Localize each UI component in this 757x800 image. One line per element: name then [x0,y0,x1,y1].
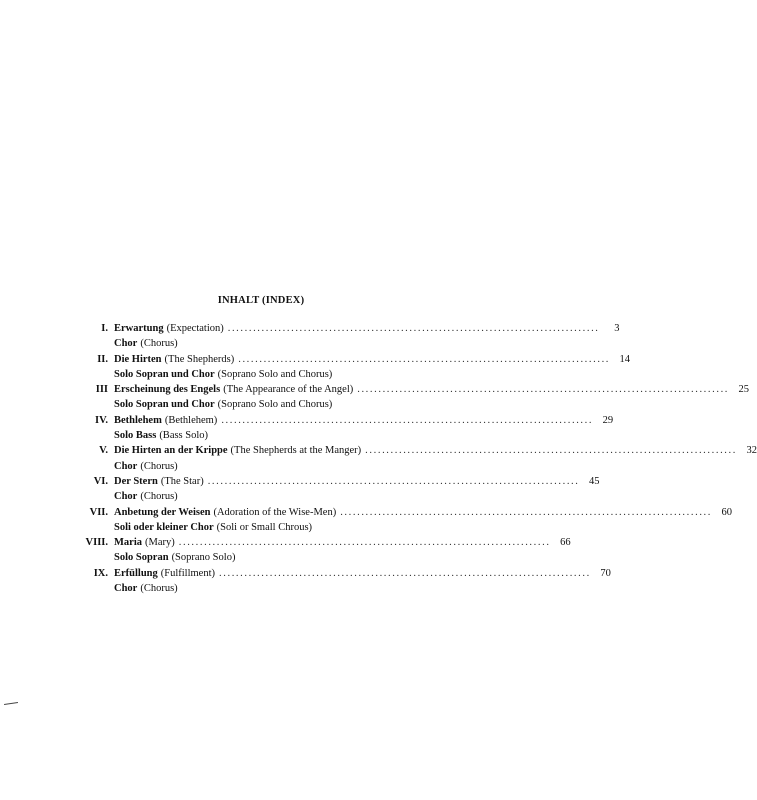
entry-voicing-english: (Soprano Solo and Chorus) [217,368,333,380]
toc-entry [80,382,750,413]
entry-number: IX. [93,567,108,579]
toc-entry [80,443,757,474]
dot-leader: ........................................................................................ [238,353,611,365]
entry-page-number: 25 [738,384,750,396]
dot-leader: ........................................................................................ [357,384,730,396]
entry-title-german: Erscheinung des Engels [114,384,221,396]
toc-entry [80,413,614,444]
entry-title-english: (The Star) [160,475,204,487]
toc-entry [80,474,600,505]
dot-leader: ........................................................................................ [219,567,591,579]
scan-mark [4,702,18,705]
entry-title-english: (Mary) [145,537,175,549]
dot-leader: ........................................................................................ [340,506,713,518]
table-of-contents [80,321,757,596]
entry-voicing-german: Chor [114,491,138,503]
dot-leader: ........................................................................................ [221,414,594,426]
entry-voicing-english: (Chorus) [140,583,178,595]
entry-page-number: 32 [746,445,757,457]
toc-entry [80,566,611,597]
entry-title-english: (The Shepherds at the Manger) [230,445,362,457]
toc-entry [80,535,571,566]
entry-voicing-english: (Soprano Solo and Chorus) [217,399,333,411]
entry-page-number: 3 [614,323,620,334]
entry-page-number: 66 [560,537,571,549]
entry-title-german: Die Hirten [114,353,162,365]
entry-title-english: (Expectation) [166,323,224,334]
entry-title-english: (Bethlehem) [164,414,218,426]
entry-voicing-german: Chor [114,583,138,595]
entry-title-english: (The Shepherds) [164,353,235,365]
entry-number: II. [97,353,108,365]
entry-title-german: Die Hirten an der Krippe [114,445,228,457]
entry-title-english: (The Appearance of the Angel) [223,384,354,396]
dot-leader: ........................................................................................ [365,445,737,457]
entry-title-german: Der Stern [114,475,158,487]
entry-number: IV. [95,414,108,426]
entry-voicing-german: Solo Sopran und Chor [114,399,215,411]
entry-page-number: 70 [600,567,611,579]
dot-leader: ........................................................................................ [227,323,600,334]
dot-leader: ........................................................................................ [178,537,551,549]
index-heading: INHALT (INDEX) [217,295,305,306]
entry-number: I. [101,323,108,334]
entry-title-english: (Fulfillment) [160,567,216,579]
entry-voicing-english: (Chorus) [140,460,178,472]
entry-voicing-english: (Soprano Solo) [171,552,236,564]
entry-voicing-german: Chor [114,338,138,350]
entry-number: III [95,384,108,396]
entry-title-german: Erwartung [114,323,164,334]
toc-entry [80,321,620,352]
entry-title-german: Maria [114,537,142,549]
entry-voicing-english: (Soli or Small Chrous) [216,521,313,533]
entry-page-number: 14 [619,353,631,365]
entry-voicing-german: Solo Bass [114,430,157,442]
entry-voicing-english: (Chorus) [140,491,178,503]
entry-page-number: 45 [589,475,600,487]
toc-entry [80,505,733,536]
entry-page-number: 29 [602,414,614,426]
entry-title-german: Anbetung der Weisen [114,506,211,518]
entry-number: V. [99,445,108,457]
entry-voicing-english: (Bass Solo) [159,430,209,442]
entry-number: VII. [89,506,108,518]
entry-number: VIII. [85,537,108,549]
entry-voicing-german: Chor [114,460,138,472]
entry-voicing-german: Solo Sopran [114,552,169,564]
entry-title-german: Erfüllung [114,567,158,579]
entry-voicing-english: (Chorus) [140,338,178,350]
toc-entry [80,352,631,383]
entry-title-english: (Adoration of the Wise-Men) [213,506,337,518]
entry-voicing-german: Soli oder kleiner Chor [114,521,214,533]
entry-voicing-german: Solo Sopran und Chor [114,368,215,380]
entry-number: VI. [93,475,108,487]
entry-title-german: Bethlehem [114,414,162,426]
entry-page-number: 60 [721,506,733,518]
dot-leader: ........................................................................................ [207,475,580,487]
